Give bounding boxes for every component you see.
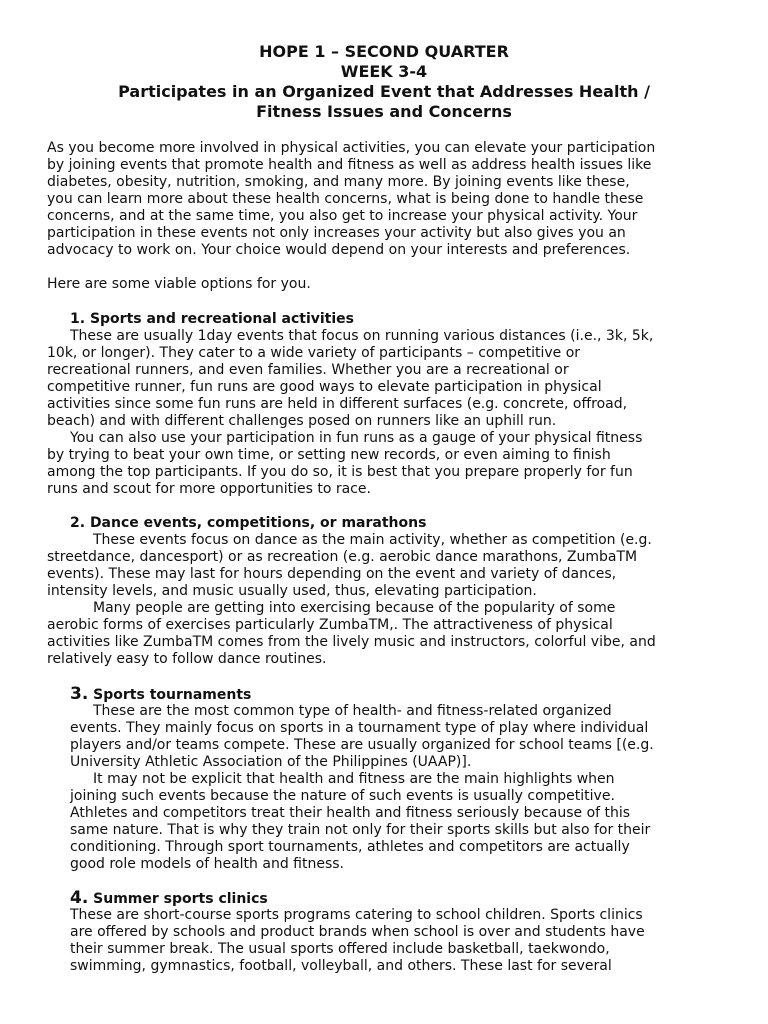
text-line: same nature. That is why they train not only for their sports skills but also for their bbox=[70, 821, 651, 838]
section-number: 2. bbox=[70, 515, 86, 531]
text-line: Athletes and competitors treat their health and fitness seriously because of this bbox=[70, 804, 631, 821]
text-line: are offered by schools and product brands when school is over and students have bbox=[70, 924, 645, 940]
section-heading bbox=[0, 515, 768, 532]
text-line: good role models of health and fitness. bbox=[70, 855, 344, 872]
text-line: beach) and with different challenges posed on runners like an uphill run. bbox=[47, 412, 557, 429]
text-line: swimming, gymnastics, football, volleyball, and others. These last for several bbox=[70, 958, 612, 974]
text-line: streetdance, dancesport) or as recreation (e.g. aerobic dance marathons, ZumbaTM bbox=[47, 549, 638, 565]
section-title: Sports and recreational activities bbox=[89, 310, 354, 327]
section-heading bbox=[0, 311, 768, 328]
text-line: diabetes, obesity, nutrition, smoking, and many more. By joining events like these, bbox=[47, 173, 630, 190]
text-line: As you become more involved in physical activities, you can elevate your participation bbox=[47, 139, 656, 156]
text-line: runs and scout for more opportunities to race. bbox=[47, 480, 371, 497]
title-line: HOPE 1 – SECOND QUARTER bbox=[259, 42, 509, 61]
text-line: their summer break. The usual sports offered include basketball, taekwondo, bbox=[70, 941, 610, 957]
text-line: It may not be explicit that health and fitness are the main highlights when bbox=[93, 770, 615, 787]
text-line: 10k, or longer). They cater to a wide variety of participants – competitive or bbox=[47, 344, 581, 361]
section-3 bbox=[0, 683, 768, 873]
section-heading bbox=[0, 683, 768, 704]
title-line: Participates in an Organized Event that Addresses Health / bbox=[118, 82, 650, 101]
text-line: University Athletic Association of the Philippines (UAAP)]. bbox=[70, 753, 472, 770]
text-line: participation in these events not only increases your activity but also gives you an bbox=[47, 224, 626, 241]
text-line: intensity levels, and music usually used, thus, elevating participation. bbox=[47, 583, 537, 599]
section-title: Sports tournaments bbox=[93, 686, 252, 703]
text-line: among the top participants. If you do so, it is best that you prepare properly for fun bbox=[47, 463, 633, 480]
text-line: You can also use your participation in fun runs as a gauge of your physical fitness bbox=[70, 429, 643, 446]
text-line: concerns, and at the same time, you also get to increase your physical activity. Your bbox=[47, 207, 638, 224]
section-1 bbox=[0, 311, 768, 498]
text-line: These are short-course sports programs catering to school children. Sports clinics bbox=[70, 907, 643, 923]
intro-paragraph bbox=[0, 140, 768, 259]
text-line: These are the most common type of health- and fitness-related organized bbox=[93, 702, 612, 719]
section-4 bbox=[0, 890, 768, 975]
section-number: 3. bbox=[70, 683, 89, 704]
text-line: relatively easy to follow dance routines. bbox=[47, 651, 327, 667]
text-line: aerobic forms of exercises particularly ZumbaTM,. The attractiveness of physical bbox=[47, 617, 613, 633]
text-line: joining such events because the nature of such events is usually competitive. bbox=[70, 787, 615, 804]
text-line: These events focus on dance as the main activity, whether as competition (e.g. bbox=[93, 532, 652, 548]
text-line: players and/or teams compete. These are usually organized for school teams [(e.g. bbox=[70, 736, 654, 753]
document-page bbox=[0, 42, 768, 975]
text-line: by trying to beat your own time, or setting new records, or even aiming to finish bbox=[47, 446, 611, 463]
text-line: you can learn more about these health concerns, what is being done to handle these bbox=[47, 190, 644, 207]
document-title bbox=[0, 42, 768, 122]
text-line: activities since some fun runs are held in different surfaces (e.g. concrete, offroad, bbox=[47, 395, 628, 412]
text-line: events. They mainly focus on sports in a tournament type of play where individual bbox=[70, 719, 649, 736]
text-line: activities like ZumbaTM comes from the lively music and instructors, colorful vibe, and bbox=[47, 634, 656, 650]
text-line: advocacy to work on. Your choice would depend on your interests and preferences. bbox=[47, 241, 631, 258]
options-intro: Here are some viable options for you. bbox=[47, 276, 311, 292]
text-line: recreational runners, and even families. Whether you are a recreational or bbox=[47, 361, 569, 378]
section-2 bbox=[0, 515, 768, 668]
text-line: by joining events that promote health and fitness as well as address health issues like bbox=[47, 156, 652, 173]
text-line: conditioning. Through sport tournaments, athletes and competitors are actually bbox=[70, 838, 630, 855]
section-number: 1. bbox=[70, 310, 86, 327]
text-line: events). These may last for hours depending on the event and variety of dances, bbox=[47, 566, 617, 582]
section-title: Summer sports clinics bbox=[93, 891, 268, 907]
section-title: Dance events, competitions, or marathons bbox=[89, 515, 427, 531]
title-line: Fitness Issues and Concerns bbox=[256, 102, 512, 121]
text-line: Many people are getting into exercising because of the popularity of some bbox=[93, 600, 616, 616]
title-line: WEEK 3-4 bbox=[340, 62, 428, 81]
text-line: competitive runner, fun runs are good ways to elevate participation in physical bbox=[47, 378, 602, 395]
section-number: 4. bbox=[70, 888, 89, 908]
section-heading bbox=[0, 890, 768, 907]
text-line: These are usually 1day events that focus on running various distances (i.e., 3k, 5k, bbox=[70, 327, 654, 344]
